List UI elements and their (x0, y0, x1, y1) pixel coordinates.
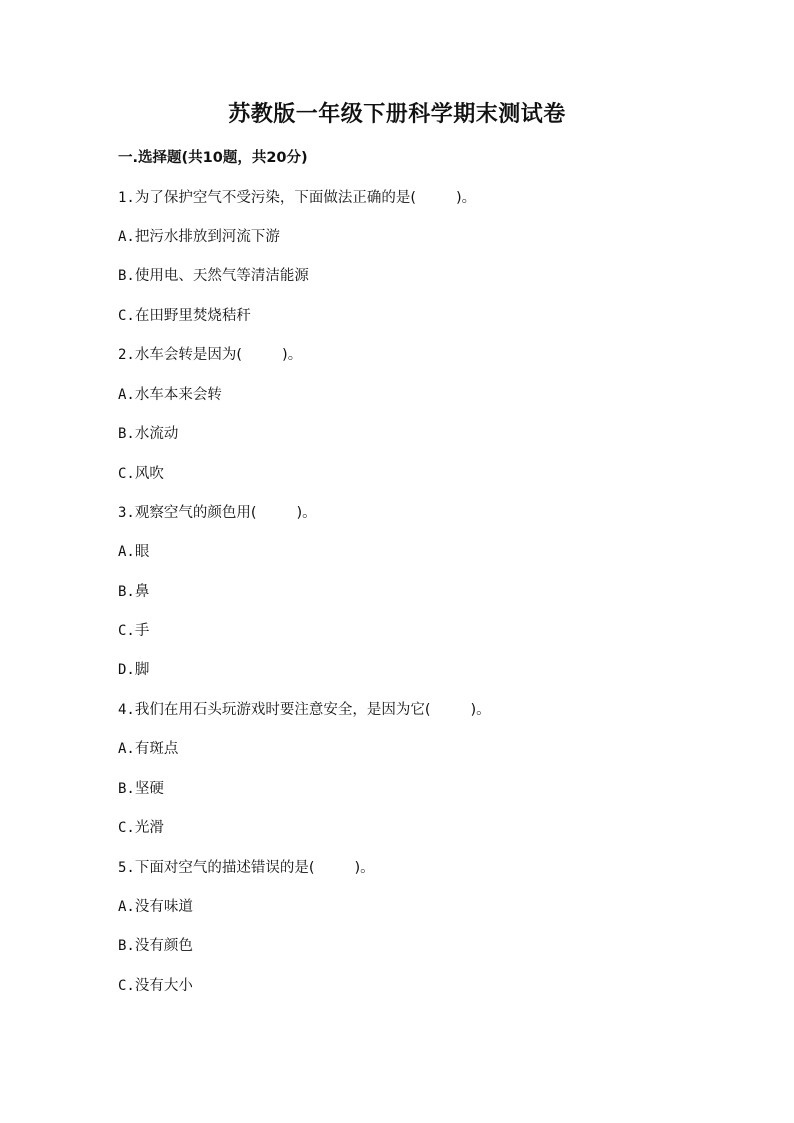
option-letter: B. (118, 584, 135, 600)
question-text-end: )。 (282, 347, 303, 363)
option-text: 坚硬 (134, 781, 164, 797)
option-text: 在田野里焚烧秸秆 (134, 308, 251, 324)
question-4-stem (118, 698, 491, 719)
option-letter: D. (118, 662, 135, 678)
option-letter: A. (118, 544, 135, 560)
question-5-stem (118, 856, 375, 877)
option-text: 鼻 (134, 584, 150, 600)
question-text-end: )。 (354, 860, 375, 876)
option-text: 把污水排放到河流下游 (134, 229, 280, 245)
question-text-end: )。 (456, 190, 477, 206)
question-text-end: )。 (296, 505, 317, 521)
option-text: 水车本来会转 (134, 387, 222, 403)
option-text: 脚 (134, 662, 150, 678)
option-letter: A. (118, 741, 135, 757)
question-2-stem (118, 343, 302, 364)
option-letter: A. (118, 899, 135, 915)
option-letter: B. (118, 938, 135, 954)
question-1-option-c (118, 304, 251, 325)
question-3-option-c (118, 619, 149, 640)
question-1-option-a (118, 225, 280, 246)
question-text: 观察空气的颜色用( (134, 505, 257, 521)
option-text: 风吹 (134, 466, 164, 482)
option-text: 没有大小 (134, 978, 193, 994)
question-2-option-b (118, 422, 178, 443)
section-heading: 一.选择题(共10题，共20分) (118, 150, 308, 166)
option-letter: B. (118, 781, 135, 797)
option-text: 没有颜色 (134, 938, 193, 954)
question-5-option-c (118, 974, 193, 995)
option-letter: B. (118, 426, 135, 442)
question-text: 为了保护空气不受污染，下面做法正确的是( (134, 190, 417, 206)
question-number: 2. (118, 347, 135, 363)
option-letter: C. (118, 978, 135, 994)
option-text: 眼 (134, 544, 150, 560)
question-5-option-a (118, 895, 193, 916)
option-letter: A. (118, 387, 135, 403)
option-letter: C. (118, 820, 135, 836)
question-text: 水车会转是因为( (134, 347, 243, 363)
question-number: 3. (118, 505, 135, 521)
exam-title: 苏教版一年级下册科学期末测试卷 (228, 101, 566, 127)
question-number: 1. (118, 190, 135, 206)
question-number: 4. (118, 702, 135, 718)
option-text: 有斑点 (134, 741, 179, 757)
question-4-option-c (118, 816, 164, 837)
option-letter: C. (118, 623, 135, 639)
option-letter: A. (118, 229, 135, 245)
question-5-option-b (118, 934, 193, 955)
question-text: 下面对空气的描述错误的是( (134, 860, 315, 876)
option-text: 手 (134, 623, 150, 639)
option-text: 没有味道 (134, 899, 193, 915)
question-text-end: )。 (470, 702, 491, 718)
question-3-stem (118, 501, 317, 522)
option-text: 光滑 (134, 820, 164, 836)
question-text: 我们在用石头玩游戏时要注意安全，是因为它( (134, 702, 431, 718)
question-2-option-a (118, 383, 222, 404)
question-2-option-c (118, 462, 164, 483)
question-3-option-a (118, 540, 149, 561)
question-3-option-d (118, 658, 149, 679)
question-number: 5. (118, 860, 135, 876)
question-4-option-b (118, 777, 164, 798)
question-1-stem (118, 186, 476, 207)
question-3-option-b (118, 580, 149, 601)
question-4-option-a (118, 737, 178, 758)
option-text: 使用电、天然气等清洁能源 (134, 268, 309, 284)
option-letter: C. (118, 466, 135, 482)
option-letter: B. (118, 268, 135, 284)
option-letter: C. (118, 308, 135, 324)
question-1-option-b (118, 264, 309, 285)
option-text: 水流动 (134, 426, 179, 442)
